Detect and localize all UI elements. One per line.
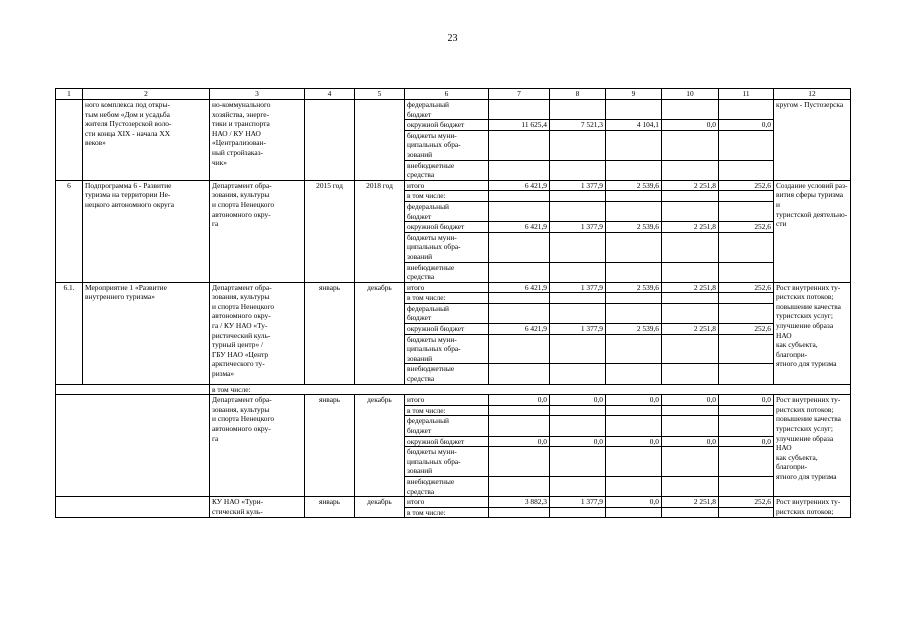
funding-source: бюджеты муни- ципальных обра- зований [405, 232, 489, 262]
amount-cell [489, 447, 550, 477]
amount-cell: 6 421,9 [489, 180, 550, 191]
amount-cell: 2 539,6 [606, 180, 662, 191]
column-number: 2 [83, 89, 210, 100]
empty-merged [56, 497, 210, 518]
start-date [305, 100, 355, 181]
amount-cell [719, 100, 774, 120]
amount-cell [662, 160, 719, 180]
amount-cell: 0,0 [489, 436, 550, 447]
amount-cell [662, 405, 719, 416]
funding-source: в том числе: [405, 507, 489, 518]
amount-cell [489, 100, 550, 120]
amount-cell [719, 476, 774, 496]
block1-row [56, 100, 851, 120]
including-label: в том числе: [210, 384, 851, 395]
amount-cell [719, 416, 774, 436]
amount-cell: 11 625,4 [489, 120, 550, 131]
column-number: 3 [210, 89, 305, 100]
empty-merged [56, 384, 210, 395]
amount-cell: 4 104,1 [606, 120, 662, 131]
amount-cell: 2 251,8 [662, 180, 719, 191]
amount-cell: 252,6 [719, 282, 774, 293]
amount-cell [489, 130, 550, 160]
executor: Департамент обра- зования, культуры и спорта Ненецкого автономного окру- га / КУ НАО «Ту- ристический куль- турный центр» / ГБУ НАО «Центр арктического ту- ризма» [210, 282, 305, 384]
amount-cell: 1 377,9 [550, 324, 606, 335]
amount-cell [662, 293, 719, 304]
item-name: Мероприятие 1 «Развитие внутреннего туризма» [83, 282, 210, 384]
amount-cell: 252,6 [719, 222, 774, 233]
executor: Департамент обра- зования, культуры и спорта Ненецкого автономного окру- га [210, 395, 305, 497]
amount-cell [719, 507, 774, 518]
block5-row [56, 497, 851, 508]
amount-cell [550, 507, 606, 518]
amount-cell [606, 507, 662, 518]
amount-cell [489, 160, 550, 180]
amount-cell: 0,0 [489, 395, 550, 406]
page-number: 23 [447, 33, 458, 44]
amount-cell: 0,0 [550, 395, 606, 406]
amount-cell [489, 201, 550, 221]
amount-cell: 252,6 [719, 180, 774, 191]
amount-cell [662, 416, 719, 436]
amount-cell [719, 364, 774, 384]
amount-cell: 252,6 [719, 324, 774, 335]
amount-cell [606, 416, 662, 436]
amount-cell [550, 232, 606, 262]
end-date [355, 100, 405, 181]
funding-source: федеральный бюджет [405, 100, 489, 120]
amount-cell [606, 364, 662, 384]
amount-cell [719, 232, 774, 262]
amount-cell [719, 303, 774, 323]
amount-cell: 0,0 [550, 436, 606, 447]
amount-cell [550, 303, 606, 323]
amount-cell [489, 293, 550, 304]
start-date: январь [305, 497, 355, 518]
amount-cell [550, 130, 606, 160]
column-number: 8 [550, 89, 606, 100]
amount-cell [662, 303, 719, 323]
funding-source: итого [405, 497, 489, 508]
amount-cell: 1 377,9 [550, 282, 606, 293]
including-row [56, 384, 851, 395]
amount-cell [662, 130, 719, 160]
column-number: 9 [606, 89, 662, 100]
amount-cell [489, 405, 550, 416]
amount-cell [606, 476, 662, 496]
end-date: декабрь [355, 497, 405, 518]
amount-cell: 2 251,8 [662, 222, 719, 233]
amount-cell [606, 293, 662, 304]
amount-cell [489, 232, 550, 262]
column-number: 7 [489, 89, 550, 100]
amount-cell: 1 377,9 [550, 222, 606, 233]
amount-cell: 0,0 [606, 497, 662, 508]
amount-cell [719, 160, 774, 180]
amount-cell [550, 160, 606, 180]
column-number: 1 [56, 89, 83, 100]
amount-cell [606, 160, 662, 180]
amount-cell [550, 201, 606, 221]
amount-cell [719, 334, 774, 364]
expected-result: Создание условий раз- вития сферы туризма и туристской деятельно- сти [774, 180, 851, 282]
amount-cell [662, 447, 719, 477]
amount-cell [550, 364, 606, 384]
amount-cell [662, 334, 719, 364]
executor: но-коммунального хозяйства, энерге- тики и транспорта НАО / КУ НАО «Централизован- ный стройзаказ- чик» [210, 100, 305, 181]
amount-cell [662, 191, 719, 202]
empty-merged [56, 395, 210, 497]
amount-cell [550, 100, 606, 120]
amount-cell: 0,0 [662, 120, 719, 131]
funding-source: федеральный бюджет [405, 201, 489, 221]
amount-cell: 6 421,9 [489, 324, 550, 335]
amount-cell [719, 201, 774, 221]
expected-result: Рост внутренних ту- ристских потоков; [774, 497, 851, 518]
funding-source: бюджеты муни- ципальных обра- зований [405, 130, 489, 160]
amount-cell: 2 539,6 [606, 324, 662, 335]
column-number: 6 [405, 89, 489, 100]
funding-source: федеральный бюджет [405, 416, 489, 436]
end-date: декабрь [355, 395, 405, 497]
item-number [56, 100, 83, 181]
funding-source: в том числе: [405, 405, 489, 416]
funding-source: внебюджетные средства [405, 476, 489, 496]
end-date: 2018 год [355, 180, 405, 282]
funding-source: окружной бюджет [405, 222, 489, 233]
funding-source: итого [405, 395, 489, 406]
amount-cell [489, 507, 550, 518]
amount-cell: 0,0 [719, 436, 774, 447]
amount-cell [662, 507, 719, 518]
amount-cell: 2 539,6 [606, 282, 662, 293]
amount-cell: 2 251,8 [662, 497, 719, 508]
end-date: декабрь [355, 282, 405, 384]
amount-cell [606, 232, 662, 262]
amount-cell [489, 334, 550, 364]
amount-cell: 0,0 [606, 395, 662, 406]
amount-cell [662, 262, 719, 282]
amount-cell [606, 447, 662, 477]
amount-cell [719, 262, 774, 282]
amount-cell [606, 262, 662, 282]
amount-cell: 6 421,9 [489, 282, 550, 293]
amount-cell [489, 476, 550, 496]
funding-source: бюджеты муни- ципальных обра- зований [405, 334, 489, 364]
funding-source: окружной бюджет [405, 324, 489, 335]
amount-cell [719, 405, 774, 416]
amount-cell [662, 232, 719, 262]
funding-source: внебюджетные средства [405, 364, 489, 384]
amount-cell [606, 191, 662, 202]
column-number: 4 [305, 89, 355, 100]
amount-cell [662, 476, 719, 496]
block2-row [56, 180, 851, 191]
amount-cell [550, 416, 606, 436]
amount-cell: 0,0 [662, 436, 719, 447]
item-number: 6.1. [56, 282, 83, 384]
amount-cell: 2 251,8 [662, 282, 719, 293]
amount-cell: 0,0 [606, 436, 662, 447]
amount-cell: 0,0 [719, 120, 774, 131]
amount-cell [550, 405, 606, 416]
expected-result: кругом - Пустозерска [774, 100, 851, 181]
item-name: Подпрограмма 6 - Развитие туризма на территории Не- нецкого автономного округа [83, 180, 210, 282]
amount-cell [719, 293, 774, 304]
funding-source: внебюджетные средства [405, 160, 489, 180]
amount-cell [662, 100, 719, 120]
amount-cell: 252,6 [719, 497, 774, 508]
block4-row [56, 395, 851, 406]
amount-cell [489, 416, 550, 436]
column-number: 5 [355, 89, 405, 100]
funding-source: внебюджетные средства [405, 262, 489, 282]
amount-cell [606, 303, 662, 323]
amount-cell [489, 191, 550, 202]
budget-table [55, 88, 851, 518]
funding-source: федеральный бюджет [405, 303, 489, 323]
amount-cell [550, 334, 606, 364]
amount-cell: 1 377,9 [550, 180, 606, 191]
amount-cell [606, 100, 662, 120]
amount-cell [606, 130, 662, 160]
amount-cell [606, 201, 662, 221]
amount-cell [662, 201, 719, 221]
column-number: 11 [719, 89, 774, 100]
item-number: 6 [56, 180, 83, 282]
amount-cell [719, 447, 774, 477]
amount-cell [550, 293, 606, 304]
column-number: 10 [662, 89, 719, 100]
amount-cell: 0,0 [719, 395, 774, 406]
amount-cell [550, 191, 606, 202]
funding-source: итого [405, 180, 489, 191]
amount-cell [489, 364, 550, 384]
expected-result: Рост внутренних ту- ристских потоков; повышение качества туристских услуг; улучшение образа НАО как субъекта, благопри- ятного для туризма [774, 395, 851, 497]
amount-cell [550, 262, 606, 282]
block3-row [56, 282, 851, 293]
amount-cell: 2 539,6 [606, 222, 662, 233]
item-name: ного комплекса под откры- тым небом «Дом и усадьба жителя Пустозерской воло- сти конца XIX - начала XX веков» [83, 100, 210, 181]
column-number-row [56, 89, 851, 100]
amount-cell: 6 421,9 [489, 222, 550, 233]
amount-cell [550, 447, 606, 477]
funding-source: окружной бюджет [405, 120, 489, 131]
amount-cell [606, 334, 662, 364]
amount-cell [719, 130, 774, 160]
expected-result: Рост внутренних ту- ристских потоков; повышение качества туристских услуг; улучшение образа НАО как субъекта, благопри- ятного для туризма [774, 282, 851, 384]
funding-source: в том числе: [405, 293, 489, 304]
executor: КУ НАО «Тури- стический куль- [210, 497, 305, 518]
column-number: 12 [774, 89, 851, 100]
funding-source: окружной бюджет [405, 436, 489, 447]
amount-cell [489, 262, 550, 282]
amount-cell [606, 405, 662, 416]
amount-cell: 7 521,3 [550, 120, 606, 131]
amount-cell [550, 476, 606, 496]
amount-cell [662, 364, 719, 384]
start-date: январь [305, 395, 355, 497]
amount-cell: 1 377,9 [550, 497, 606, 508]
amount-cell: 2 251,8 [662, 324, 719, 335]
funding-source: итого [405, 282, 489, 293]
start-date: январь [305, 282, 355, 384]
amount-cell: 3 882,3 [489, 497, 550, 508]
funding-source: бюджеты муни- ципальных обра- зований [405, 447, 489, 477]
executor: Департамент обра- зования, культуры и спорта Ненецкого автономного окру- га [210, 180, 305, 282]
funding-source: в том числе: [405, 191, 489, 202]
start-date: 2015 год [305, 180, 355, 282]
amount-cell: 0,0 [662, 395, 719, 406]
amount-cell [719, 191, 774, 202]
amount-cell [489, 303, 550, 323]
